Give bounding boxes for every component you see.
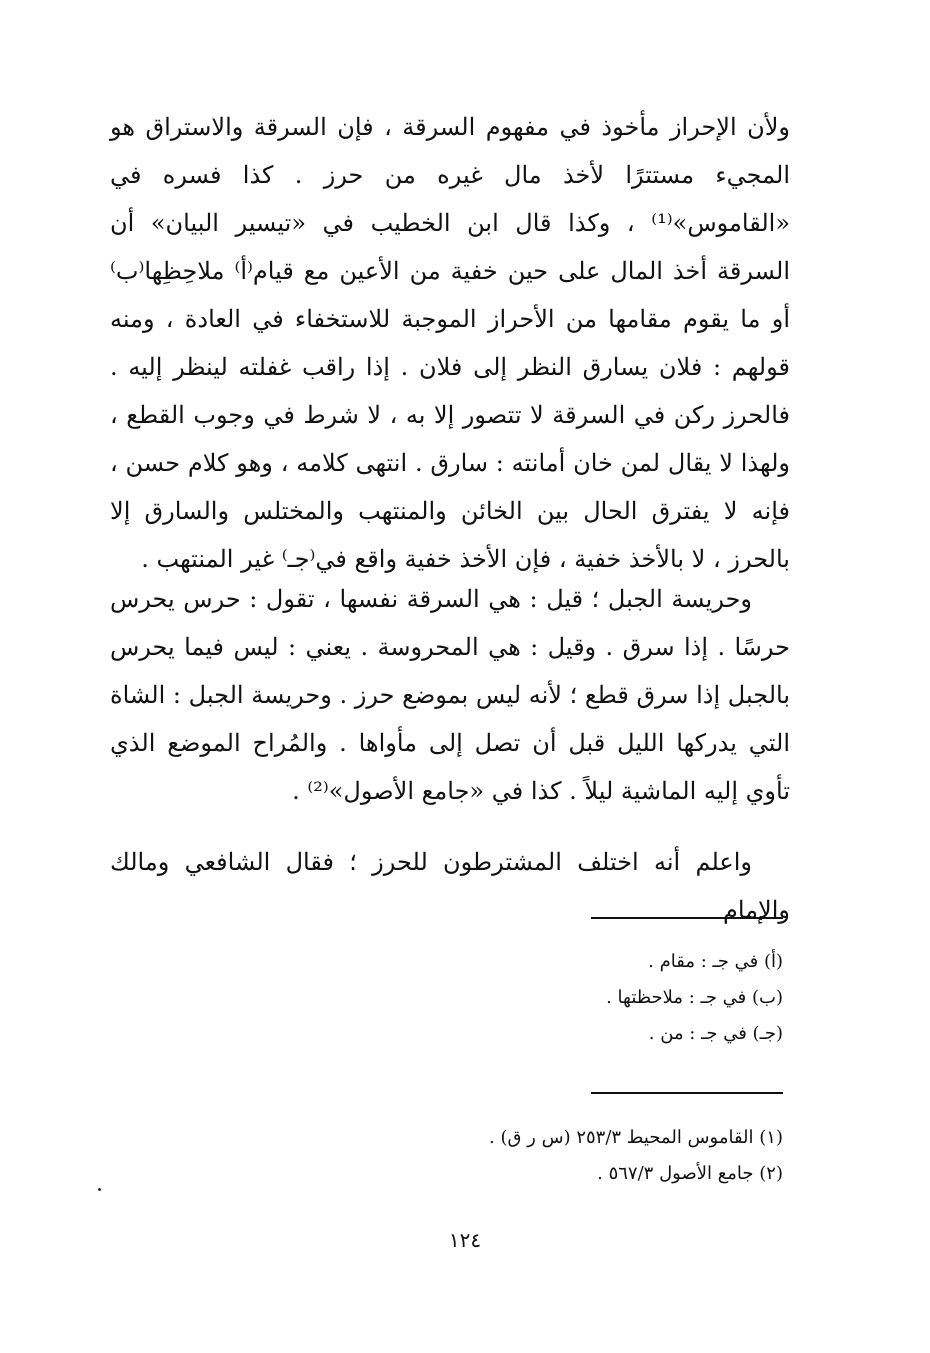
main-text-block-1 [110,103,790,583]
page-number: ١٢٤ [448,1228,482,1252]
footnote: (أ) في جـ : مقام . [648,951,783,972]
paragraph: واعلم أنه اختلف المشترطون للحرز ؛ فقال الشافعي ومالك والإمام [110,848,790,924]
scan-speck [98,1188,101,1191]
variant-footnotes [223,944,783,1052]
footnote: (١) القاموس المحيط ٢٥٣/٣ (س ر ق) . [489,1127,783,1148]
footnote-divider-variants [591,917,783,919]
main-text-block-2 [110,575,790,815]
source-footnotes [223,1120,783,1192]
paragraph: وحريسة الجبل ؛ قيل : هي السرقة نفسها ، تقول : حرس يحرس حرسًا . إذا سرق . وقيل : هي المحروسة . يعني : ليس فيما يحرس بالجبل إذا سرق قطع ؛ لأنه ليس بموضع حرز . وحريسة الجبل : الشاة التي يدركها الليل قبل أن تصل إلى مأواها . والمُراح الموضع الذي تأوي إليه الماشية ليلاً . كذا في «جامع الأصول»⁽²⁾ . [110,585,790,805]
footnote: (جـ) في جـ : من . [648,1023,783,1044]
paragraph: ولأن الإحراز مأخوذ في مفهوم السرقة ، فإن السرقة والاستراق هو المجيء مستترًا لأخذ مال غيره من حرز . كذا فسره في «القاموس»⁽¹⁾ ، وكذا قال ابن الخطيب في «تيسير البيان» أن السرقة أخذ المال على حين خفية من الأعين مع قيام⁽أ⁾ ملاحِظِها⁽ب⁾ أو ما يقوم مقامها من الأحراز الموجبة للاستخفاء في العادة ، ومنه قولهم : فلان يسارق النظر إلى فلان . إذا راقب غفلته لينظر إليه . فالحرز ركن في السرقة لا تتصور إلا به ، لا شرط في وجوب القطع ، ولهذا لا يقال لمن خان أمانته : سارق . انتهى كلامه ، وهو كلام حسن ، فإنه لا يفترق الحال بين الخائن والمنتهب والمختلس والسارق إلا بالحرز ، لا بالأخذ خفية ، فإن الأخذ خفية واقع في⁽جـ⁾ غير المنتهب . [110,113,791,573]
footnote: (ب) في جـ : ملاحظتها . [606,987,783,1008]
main-text-block-3 [110,838,790,934]
footnote-divider-sources [591,1092,783,1094]
footnote: (٢) جامع الأصول ٥٦٧/٣ . [597,1163,783,1184]
